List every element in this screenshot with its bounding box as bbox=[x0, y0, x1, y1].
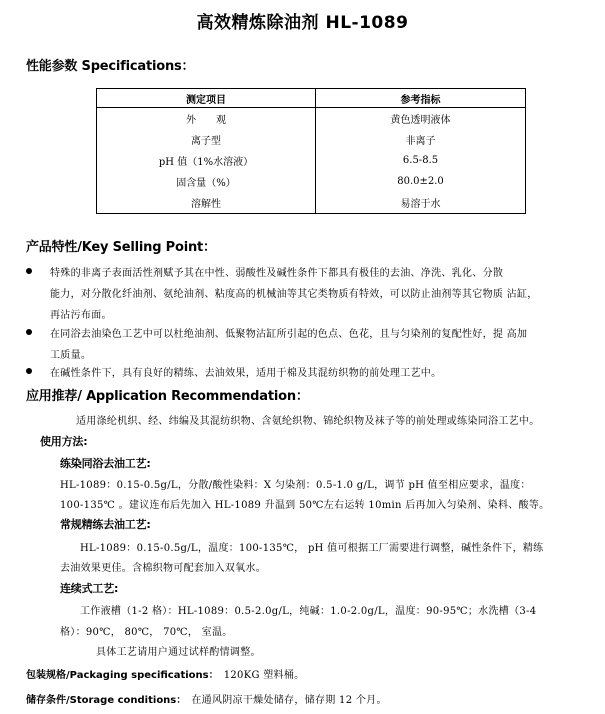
bullet-text-line: 再沾污布面。 bbox=[50, 310, 112, 321]
scouring-process-line: 去油效果更佳。含棉织物可配套加入双氧水。 bbox=[60, 563, 266, 574]
table-row bbox=[97, 108, 526, 130]
table-row bbox=[97, 192, 526, 214]
dyeing-process-label: 练染同浴去油工艺: bbox=[60, 457, 151, 470]
key-selling-heading: 产品特性/Key Selling Point： bbox=[26, 240, 216, 255]
bullet-icon bbox=[26, 268, 32, 274]
bullet-text-line: 特殊的非离子表面活性剂赋予其在中性、弱酸性及碱性条件下都具有极佳的去油、净洗、乳化、分散 bbox=[50, 268, 504, 279]
packaging-value: 120KG 塑料桶。 bbox=[223, 670, 305, 681]
table-cell: 固含量（%） bbox=[97, 171, 316, 192]
table-row bbox=[97, 129, 526, 150]
usage-method-label: 使用方法: bbox=[40, 435, 88, 448]
continuous-process-label: 连续式工艺: bbox=[60, 582, 119, 595]
table-cell: pH 值（1%水溶液） bbox=[97, 150, 316, 171]
continuous-process-line: 工作液槽（1-2 格）：HL-1089：0.5-2.0g/L，纯碱：1.0-2.0g/L，温度：90-95℃；水洗槽（3-4 bbox=[80, 606, 537, 617]
bullet-text-line: 能力，对分散化纤油剂、氨纶油剂、粘度高的机械油等其它类物质有特效，可以防止油剂等其它物质 沾缸， bbox=[50, 289, 538, 300]
scouring-process-label: 常规精练去油工艺: bbox=[60, 518, 151, 531]
dyeing-process-line: 100-135℃ 。建议连布后先加入 HL-1089 升温到 50℃左右运转 10min 后再加入匀染剂、染料、酸等。 bbox=[60, 500, 550, 511]
specifications-table bbox=[96, 88, 526, 214]
table-header-row bbox=[97, 89, 526, 108]
bullet-icon bbox=[26, 368, 32, 374]
table-cell: 溶解性 bbox=[97, 192, 316, 214]
specifications-heading: 性能参数 Specifications： bbox=[26, 59, 195, 74]
application-intro: 适用涤纶机织、经、纬编及其混纺织物、含氨纶织物、锦纶织物及袜子等的前处理或练染同浴工艺中。 bbox=[76, 416, 540, 427]
table-cell: 非离子 bbox=[316, 129, 526, 150]
table-row bbox=[97, 171, 526, 192]
table-cell: 80.0±2.0 bbox=[316, 171, 526, 192]
page-title: 高效精炼除油剂 HL-1089 bbox=[196, 13, 409, 33]
packaging-row bbox=[26, 663, 304, 682]
table-cell: 黄色透明液体 bbox=[316, 108, 526, 130]
table-cell: 外 观 bbox=[97, 108, 316, 130]
bullet-text-line: 在碱性条件下，具有良好的精练、去油效果，适用于棉及其混纺织物的前处理工艺中。 bbox=[50, 368, 442, 379]
application-heading: 应用推荐/ Application Recommendation： bbox=[26, 389, 309, 404]
bullet-text-line: 在同浴去油染色工艺中可以杜绝油剂、低聚物沾缸所引起的色点、色花，且与匀染剂的复配性好，提 高加 bbox=[50, 329, 528, 340]
table-header-cell: 测定项目 bbox=[97, 89, 316, 108]
continuous-process-line: 格）：90℃， 80℃， 70℃， 室温。 bbox=[60, 627, 233, 638]
storage-label: 储存条件/Storage conditions： bbox=[26, 695, 187, 706]
table-row bbox=[97, 150, 526, 171]
storage-row bbox=[26, 688, 387, 707]
packaging-label: 包装规格/Packaging specifications： bbox=[26, 670, 219, 681]
bullet-text-line: 工质量。 bbox=[50, 350, 92, 361]
continuous-process-note: 具体工艺请用户通过试样酌情调整。 bbox=[96, 647, 261, 658]
dyeing-process-line: HL-1089：0.15-0.5g/L，分散/酸性染料：X 匀染剂：0.5-1.0 g/L，调节 pH 值至相应要求，温度： bbox=[60, 480, 531, 491]
table-cell: 离子型 bbox=[97, 129, 316, 150]
storage-value: 在通风阴凉干燥处储存，储存期 12 个月。 bbox=[191, 695, 387, 706]
bullet-icon bbox=[26, 329, 32, 335]
scouring-process-line: HL-1089：0.15-0.5g/L，温度：100-135℃， pH 值可根据工厂需要进行调整，碱性条件下，精练 bbox=[80, 543, 544, 554]
table-cell: 6.5-8.5 bbox=[316, 150, 526, 171]
table-header-cell: 参考指标 bbox=[316, 89, 526, 108]
table-cell: 易溶于水 bbox=[316, 192, 526, 214]
